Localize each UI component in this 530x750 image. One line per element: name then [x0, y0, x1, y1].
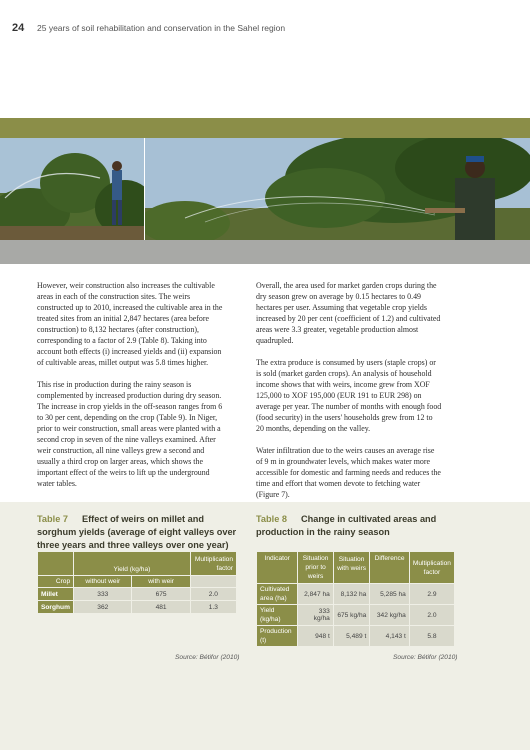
table8-diff: 4,143 t — [370, 626, 410, 647]
running-title: 25 years of soil rehabilitation and conservation in the Sahel region — [37, 23, 286, 33]
olive-band — [0, 118, 530, 138]
paragraph: However, weir construction also increases the cultivable areas in each of the construction sites. The weirs constructed up to 2010, increased the cultivable area in the treated sites from an initial 2,847 hectares (area before construction) to 8,132 hectares (after construction), corresponding to a factor of 2.9 (Table 8). Taking into account both effects (i) increased yields and (ii) expansion of cultivable areas, millet output was 5.8 times higher. — [37, 281, 223, 367]
table8-caption — [256, 513, 456, 539]
table7-source: Source: Bétifor (2010) — [175, 654, 240, 661]
table-row — [257, 605, 455, 626]
table7-col-with: with weir — [132, 576, 190, 588]
table7-with: 481 — [132, 601, 190, 614]
paragraph: Overall, the area used for market garden crops during the dry season grew on average by 0.15 hectares to 0.49 hectares per user. Assuming that vegetable crop yields increased by 20 per cent (coefficient of 1.2) and cultivated areas were 3.3 greater, vegetable production almost quadrupled. — [256, 281, 441, 345]
table8-prior: 333 kg/ha — [298, 605, 333, 626]
table7-without: 333 — [74, 588, 132, 601]
table7-with: 675 — [132, 588, 190, 601]
body-column-left — [37, 280, 223, 500]
table8 — [256, 551, 455, 647]
paragraph: This rise in production during the rainy season is complemented by increased production during dry season. The increase in crop yields in the off-season ranges from 6 to 30 per cent, depending on the crop (Table 9). In Niger, prior to weir construction, small areas were planted with a second crop in seven of the nine valleys examined. After weir construction, all nine valleys grew a second and usually a third crop on larger areas, which shows the important effect of the weirs to lift up the underground water tables. — [37, 380, 223, 488]
table7-crop: Millet — [38, 588, 74, 601]
table7-number: Table 7 — [37, 514, 68, 524]
table-row — [38, 601, 237, 614]
table-row — [257, 584, 455, 605]
table8-diff: 342 kg/ha — [370, 605, 410, 626]
table7-crop: Sorghum — [38, 601, 74, 614]
photo-farmer-watering-garden — [0, 138, 144, 240]
body-column-right — [256, 280, 442, 511]
gray-band — [0, 240, 530, 264]
table7-title: Effect of weirs on millet and sorghum yields (average of eight valleys over three years and three valleys over one year) — [37, 514, 237, 550]
table8-number: Table 8 — [256, 514, 287, 524]
table8-col-difference: Difference — [370, 552, 410, 584]
table7-factor: 1.3 — [190, 601, 236, 614]
table8-indicator: Yield (kg/ha) — [257, 605, 298, 626]
table8-col-factor: Multiplication factor — [409, 552, 454, 584]
table8-col-indicator: Indicator — [257, 552, 298, 584]
table7-without: 362 — [74, 601, 132, 614]
table8-indicator: Cultivated area (ha) — [257, 584, 298, 605]
table8-col-prior: Situation prior to weirs — [298, 552, 333, 584]
table8-with: 8,132 ha — [333, 584, 369, 605]
table-row — [38, 588, 237, 601]
table8-prior: 2,847 ha — [298, 584, 333, 605]
table7-col-crop: Crop — [38, 576, 74, 588]
photo-man-spraying-water-hose — [145, 138, 530, 240]
table8-source: Source: Bétifor (2010) — [393, 654, 458, 661]
table7-factor-header: Multiplication factor — [190, 552, 236, 576]
paragraph: Water infiltration due to the weirs causes an average rise of 9 m in groundwater levels, which makes water more accessible for domestic and farming needs and reduces the time and effort that women devote to fetching water (Figure 7). — [256, 446, 441, 499]
table8-factor: 2.9 — [409, 584, 454, 605]
table8-indicator: Production (t) — [257, 626, 298, 647]
table-row — [257, 626, 455, 647]
table7-caption — [37, 513, 237, 552]
table8-factor: 2.0 — [409, 605, 454, 626]
table8-prior: 948 t — [298, 626, 333, 647]
table7-col-without: without weir — [74, 576, 132, 588]
table8-title: Change in cultivated areas and production in the rainy season — [256, 514, 437, 537]
page-number: 24 — [12, 22, 25, 34]
paragraph: The extra produce is consumed by users (staple crops) or is sold (market garden crops). An analysis of household income shows that with weirs, income grew from XOF 125,000 to XOF 195,000 (EUR 191 to EUR 298) on average per year. The number of months with enough food (food security) in the users' households grew from 12 to 20 months, depending on the valley. — [256, 358, 442, 433]
table8-col-with: Situation with weirs — [333, 552, 369, 584]
table8-diff: 5,285 ha — [370, 584, 410, 605]
table7 — [37, 551, 237, 614]
table7-factor: 2.0 — [190, 588, 236, 601]
table8-with: 5,489 t — [333, 626, 369, 647]
table8-factor: 5.8 — [409, 626, 454, 647]
table7-group-header: Yield (kg/ha) — [74, 552, 191, 576]
table8-with: 675 kg/ha — [333, 605, 369, 626]
